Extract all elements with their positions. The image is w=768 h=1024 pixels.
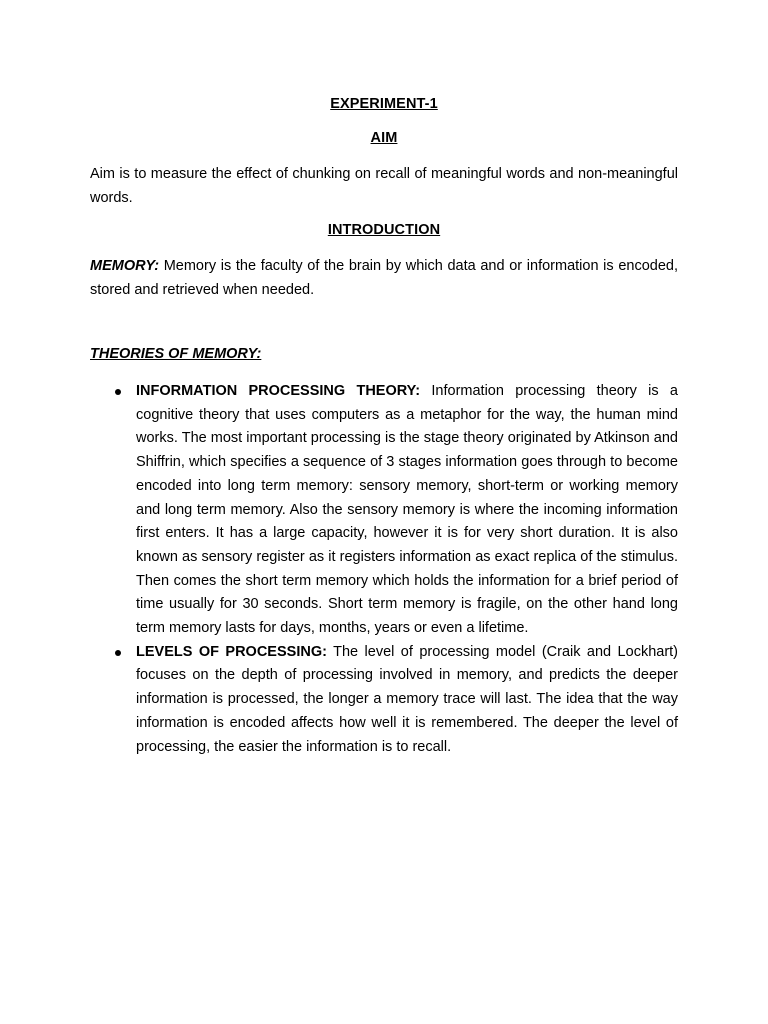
theory-text: Information processing theory is a cognitive theory that uses computers as a metaphor for the way, the human mind works. The most important processing is the stage theory originated by Atkinson and Shiffrin, which specifies a sequence of 3 stages information goes through to become encoded into long term memory: sensory memory, short-term or working memory and long term memory. Also the sensory memory is where the incoming information first enters. It has a large capacity, however it is for very short duration. It is also known as sensory register as it registers information as exact replica of the stimulus. Then comes the short term memory which holds the information for a brief period of time usually for 30 seconds. Short term memory is fragile, on the other hand long term memory lasts for days, months, years or even a lifetime. xyxy=(136,383,678,637)
memory-definition-paragraph xyxy=(90,254,678,302)
aim-heading: AIM xyxy=(370,130,398,146)
theory-paragraph xyxy=(136,641,678,760)
theories-heading: THEORIES OF MEMORY: xyxy=(90,346,262,362)
theory-text: The level of processing model (Craik and Lockhart) focuses on the depth of processing involved in memory, and predicts the deeper information is processed, the longer a memory trace will last. The idea that the way information is encoded affects how well it is remembered. The deeper the level of processing, the easier the information is to recall. xyxy=(136,643,679,755)
list-item xyxy=(0,641,678,760)
theory-term: INFORMATION PROCESSING THEORY: xyxy=(136,383,421,399)
memory-term: MEMORY: xyxy=(90,258,160,274)
list-item xyxy=(0,380,678,641)
aim-paragraph: Aim is to measure the effect of chunking on recall of meaningful words and non-meaningful words. xyxy=(90,166,678,206)
theory-term: LEVELS OF PROCESSING: xyxy=(136,643,327,660)
bullet-icon xyxy=(115,389,121,395)
memory-definition-text: Memory is the faculty of the brain by which data and or information is encoded, stored and retrieved when needed. xyxy=(90,258,678,298)
theories-list xyxy=(0,380,768,759)
introduction-heading: INTRODUCTION xyxy=(327,222,441,238)
document-title: EXPERIMENT-1 xyxy=(330,96,438,112)
bullet-icon xyxy=(115,650,121,656)
theory-paragraph xyxy=(136,380,678,641)
